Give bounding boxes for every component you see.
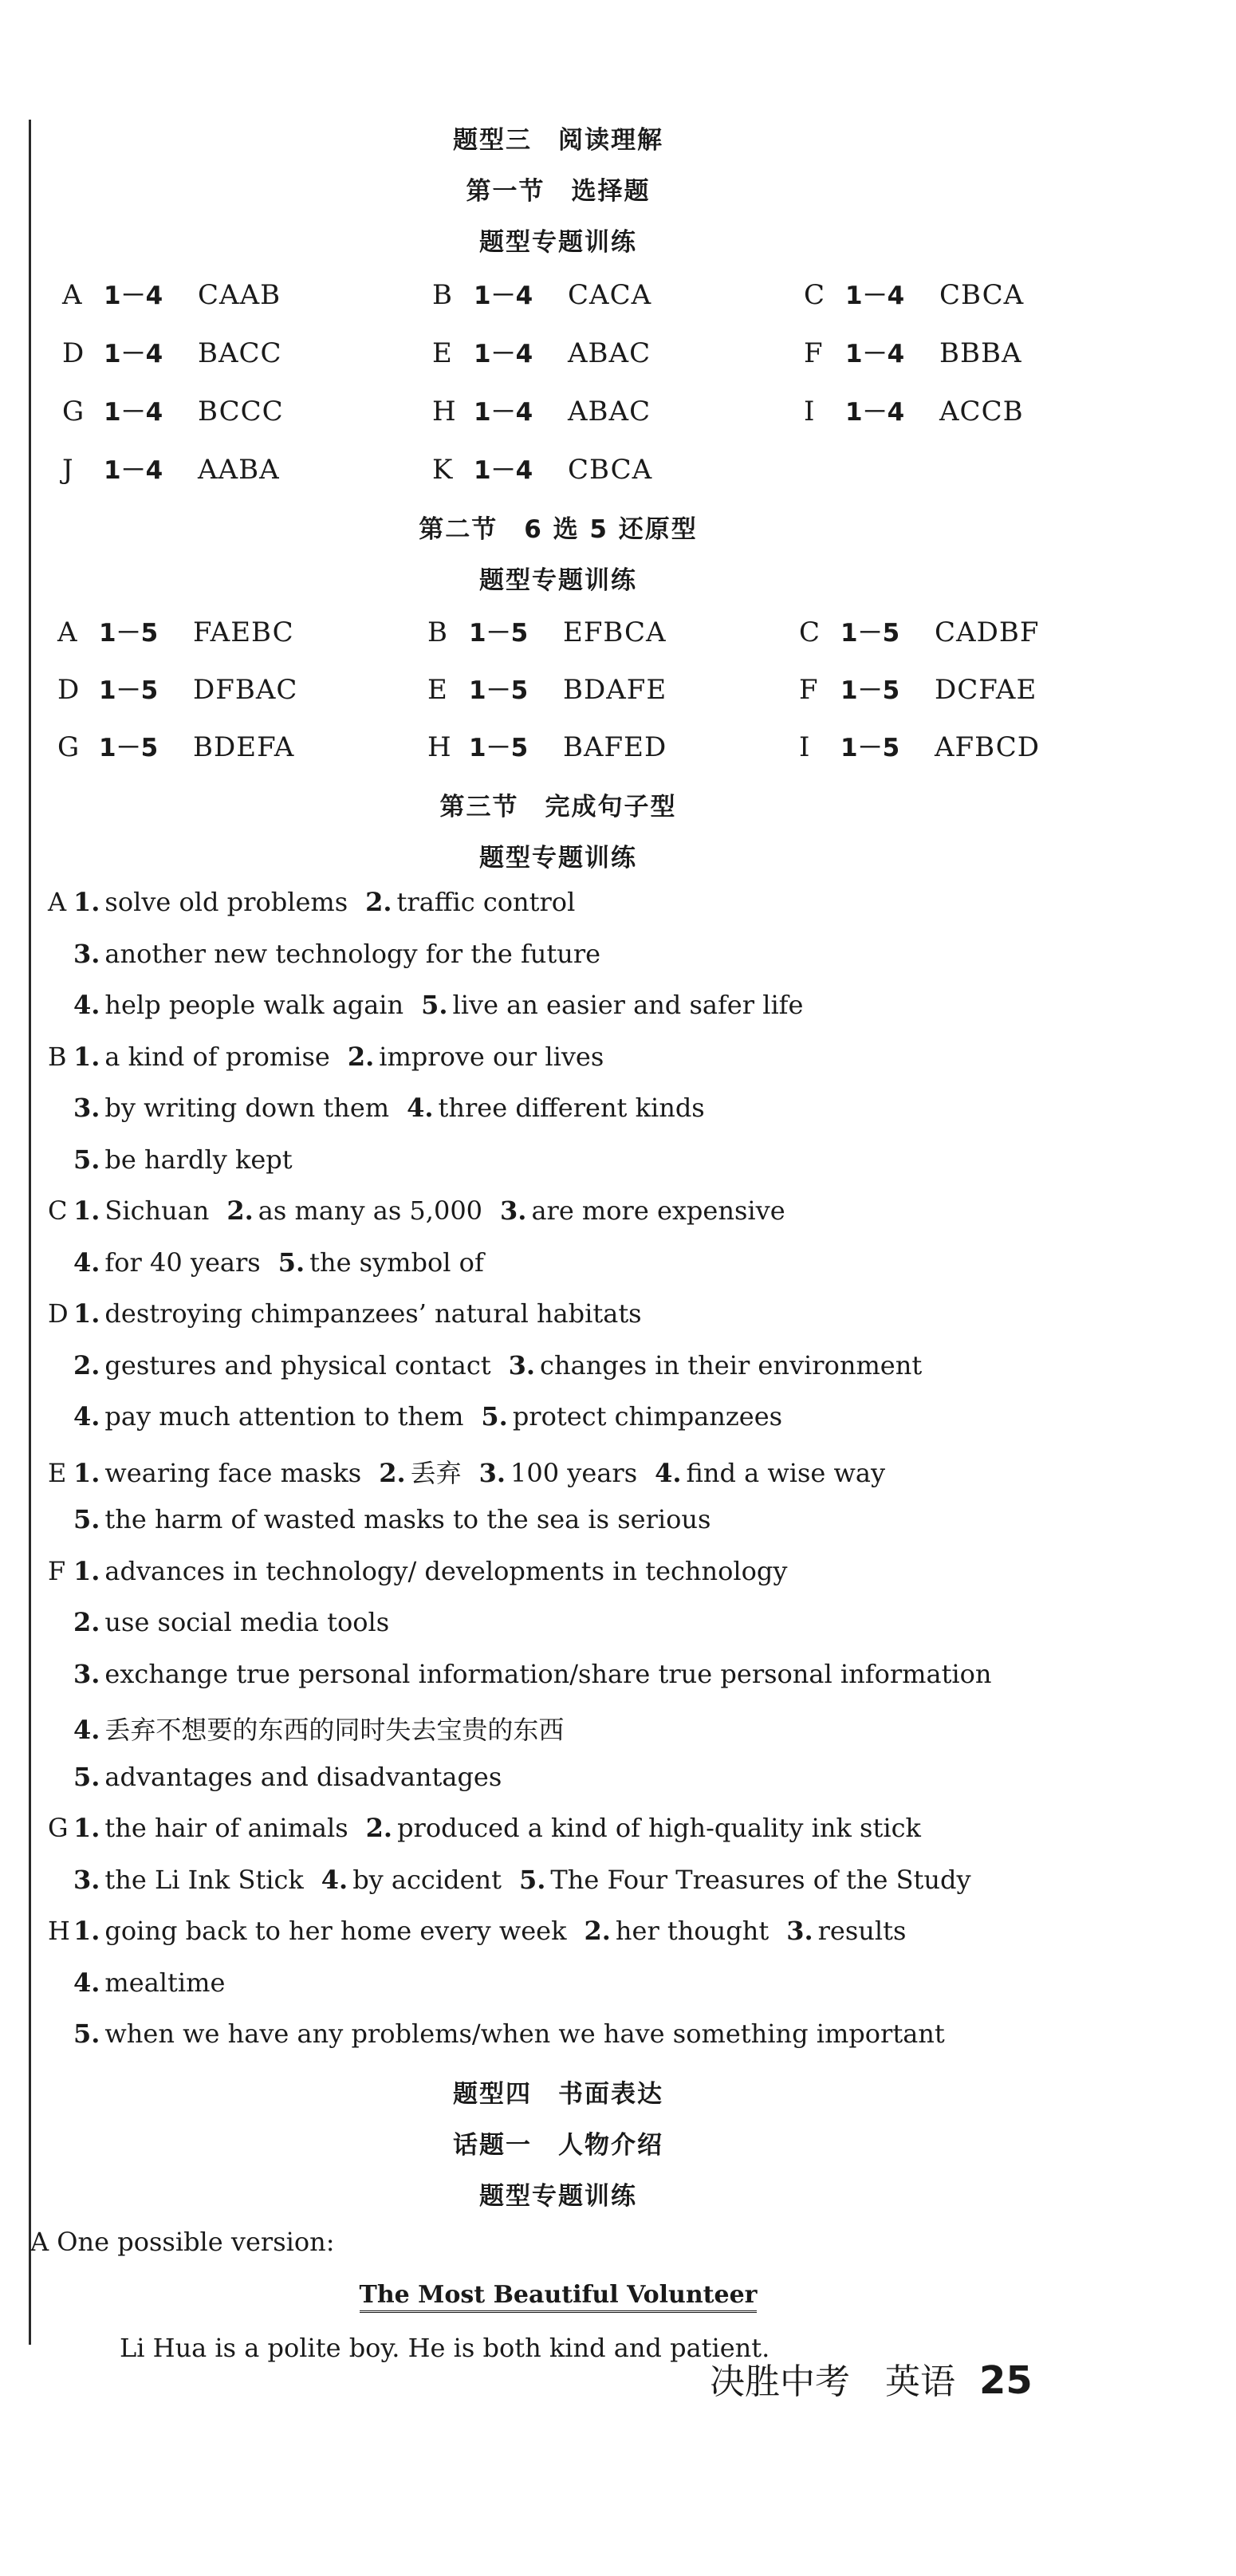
answer-text: mealtime [104, 1967, 226, 1998]
answer-text: exchange true personal information/share true personal information [104, 1659, 992, 1689]
topic-heading-person: 话题一 人物介绍 [453, 2131, 663, 2160]
item-number: 4. [407, 1093, 434, 1123]
answer-text: as many as 5,000 [258, 1195, 483, 1226]
answer-cell: I 1－5 AFBCD [799, 731, 1041, 763]
answer-text: gestures and physical contact [104, 1350, 491, 1381]
item-number: 4. [655, 1458, 682, 1488]
answer-line [73, 1093, 722, 1123]
item-number: 5. [73, 1762, 100, 1792]
answer-cell: B 1－4 CACA [432, 279, 652, 311]
answer-text: solve old problems [104, 887, 348, 917]
answer-line [73, 1710, 581, 1747]
answer-text: a kind of promise [104, 1042, 330, 1072]
answer-text: changes in their environment [540, 1350, 923, 1381]
item-number: 2. [73, 1607, 100, 1637]
item-number: 4. [73, 1967, 100, 1998]
item-number: 2. [365, 1813, 393, 1843]
answer-line [73, 1504, 728, 1534]
item-number: 3. [478, 1458, 506, 1488]
answer-cell: K 1－4 CBCA [432, 454, 653, 486]
answer-cell: F 1－5 DCFAE [799, 674, 1037, 706]
answer-text: destroying chimpanzees’ natural habitats [104, 1298, 642, 1329]
answer-text: the symbol of [309, 1247, 484, 1278]
answer-cell: B 1－5 EFBCA [427, 616, 667, 648]
book-title: 决胜中考 英语 [710, 2361, 955, 2402]
answer-line [73, 1401, 800, 1432]
item-number: 3. [73, 939, 100, 969]
item-number: 4. [73, 1401, 100, 1432]
item-number: 5. [73, 1144, 100, 1175]
answer-cell: F 1－4 BBBA [804, 337, 1022, 369]
item-number: 1. [73, 1916, 100, 1946]
answer-text: when we have any problems/when we have something important [104, 2019, 945, 2049]
section-letter: F [48, 1556, 66, 1586]
item-number: 4. [73, 1247, 100, 1278]
page-footer [710, 2353, 1033, 2404]
answer-text: the Li Ink Stick [104, 1865, 304, 1895]
item-number: 2. [73, 1350, 100, 1381]
item-number: 2. [379, 1458, 406, 1488]
item-number: 1. [73, 1042, 100, 1072]
answer-line [48, 1813, 939, 1843]
answer-cell: E 1－5 BDAFE [427, 674, 667, 706]
item-number: 3. [73, 1093, 100, 1123]
answer-text: advances in technology/ developments in technology [104, 1556, 788, 1586]
section-letter: A [48, 887, 67, 917]
item-number: 3. [500, 1195, 527, 1226]
item-number: 3. [786, 1916, 813, 1946]
answer-text: by accident [352, 1865, 502, 1895]
answer-text: by writing down them [104, 1093, 390, 1123]
answer-text: traffic control [396, 887, 576, 917]
part-heading-reading: 题型三 阅读理解 [453, 126, 663, 155]
item-number: 5. [73, 2019, 100, 2049]
answer-line [73, 1247, 502, 1278]
training-heading-2: 题型专题训练 [479, 566, 637, 595]
item-number: 3. [73, 1865, 100, 1895]
answer-line [48, 1195, 803, 1226]
item-number: 5. [421, 990, 448, 1020]
answer-text: find a wise way [686, 1458, 886, 1488]
answer-line [73, 1865, 989, 1895]
training-heading-4: 题型专题训练 [479, 2182, 637, 2211]
answer-line [48, 887, 592, 917]
answer-cell: D 1－5 DFBAC [57, 674, 298, 706]
item-number: 2. [584, 1916, 611, 1946]
section-letter: C [48, 1195, 68, 1226]
answer-text: Sichuan [104, 1195, 210, 1226]
answer-text: another new technology for the future [104, 939, 601, 969]
answer-line [73, 2019, 962, 2049]
answer-line [48, 1042, 621, 1072]
item-number: 1. [73, 1556, 100, 1586]
answer-text: live an easier and safer life [452, 990, 804, 1020]
item-number: 3. [73, 1659, 100, 1689]
item-number: 5. [73, 1504, 100, 1534]
answer-text: protect chimpanzees [512, 1401, 783, 1432]
answer-text: improve our lives [379, 1042, 604, 1072]
answer-text: for 40 years [104, 1247, 261, 1278]
answer-cell: G 1－5 BDEFA [57, 731, 295, 763]
answer-cell: C 1－5 CADBF [799, 616, 1040, 648]
answer-text: wearing face masks [104, 1458, 362, 1488]
answer-cell: J 1－4 AABA [62, 454, 280, 486]
item-number: 2. [347, 1042, 375, 1072]
answer-line [73, 1659, 1010, 1689]
item-number: 1. [73, 1458, 100, 1488]
part-heading-writing: 题型四 书面表达 [453, 2080, 663, 2109]
answer-line [48, 1556, 805, 1586]
answer-cell: H 1－5 BAFED [427, 731, 667, 763]
section-heading-choice: 第一节 选择题 [466, 177, 651, 206]
answer-text: the harm of wasted masks to the sea is serious [104, 1504, 711, 1534]
section-letter: E [48, 1458, 67, 1488]
essay-first-line: Li Hua is a polite boy. He is both kind and patient. [120, 2333, 770, 2363]
answer-text: advantages and disadvantages [104, 1762, 502, 1792]
margin-rule [29, 120, 31, 2345]
item-number: 1. [73, 887, 100, 917]
answer-line [48, 1453, 903, 1490]
section-letter: G [48, 1813, 69, 1843]
essay-title: The Most Beautiful Volunteer [0, 2281, 1116, 2309]
essay-intro: A One possible version: [30, 2227, 335, 2257]
section-heading-complete-sentences: 第三节 完成句子型 [439, 793, 677, 821]
answer-line [73, 990, 821, 1020]
item-number: 5. [481, 1401, 508, 1432]
answer-line [73, 1144, 310, 1175]
answer-text: 丢弃 [410, 1458, 462, 1488]
answer-cell: E 1－4 ABAC [432, 337, 651, 369]
item-number: 1. [73, 1813, 100, 1843]
answer-line [73, 1607, 407, 1637]
training-heading-1: 题型专题训练 [479, 228, 637, 257]
section-heading-seven-choose-five: 第二节 6 选 5 还原型 [419, 515, 698, 544]
answer-text: help people walk again [104, 990, 404, 1020]
section-letter: D [48, 1298, 69, 1329]
section-letter: H [48, 1916, 70, 1946]
answer-text: results [817, 1916, 907, 1946]
answer-text: The Four Treasures of the Study [550, 1865, 971, 1895]
answer-cell: A 1－5 FAEBC [57, 616, 294, 648]
item-number: 2. [226, 1195, 254, 1226]
item-number: 4. [73, 990, 100, 1020]
item-number: 4. [73, 1715, 100, 1745]
answer-line [73, 1350, 939, 1381]
item-number: 5. [518, 1865, 546, 1895]
answer-text: 丢弃不想要的东西的同时失去宝贵的东西 [104, 1715, 565, 1745]
item-number: 1. [73, 1298, 100, 1329]
item-number: 2. [365, 887, 392, 917]
answer-text: produced a kind of high-quality ink stick [397, 1813, 921, 1843]
answer-line [73, 1967, 242, 1998]
answer-line [48, 1298, 659, 1329]
item-number: 3. [508, 1350, 536, 1381]
answer-text: going back to her home every week [104, 1916, 567, 1946]
answer-cell: H 1－4 ABAC [432, 396, 651, 427]
answer-text: are more expensive [531, 1195, 785, 1226]
answer-line [48, 1916, 923, 1946]
answer-text: three different kinds [438, 1093, 705, 1123]
item-number: 5. [278, 1247, 305, 1278]
answer-cell: I 1－4 ACCB [804, 396, 1024, 427]
item-number: 4. [321, 1865, 348, 1895]
answer-cell: A 1－4 CAAB [62, 279, 281, 311]
answer-cell: G 1－4 BCCC [62, 396, 284, 427]
answer-cell: C 1－4 CBCA [804, 279, 1025, 311]
answer-text: the hair of animals [104, 1813, 348, 1843]
answer-text: her thought [615, 1916, 770, 1946]
answer-line [73, 939, 618, 969]
answer-text: be hardly kept [104, 1144, 293, 1175]
answer-line [73, 1762, 519, 1792]
answer-text: 100 years [510, 1458, 638, 1488]
section-letter: B [48, 1042, 67, 1072]
item-number: 1. [73, 1195, 100, 1226]
answer-text: pay much attention to them [104, 1401, 464, 1432]
page-number: 25 [979, 2358, 1033, 2403]
training-heading-3: 题型专题训练 [479, 844, 637, 872]
answer-text: use social media tools [104, 1607, 390, 1637]
answer-cell: D 1－4 BACC [62, 337, 282, 369]
